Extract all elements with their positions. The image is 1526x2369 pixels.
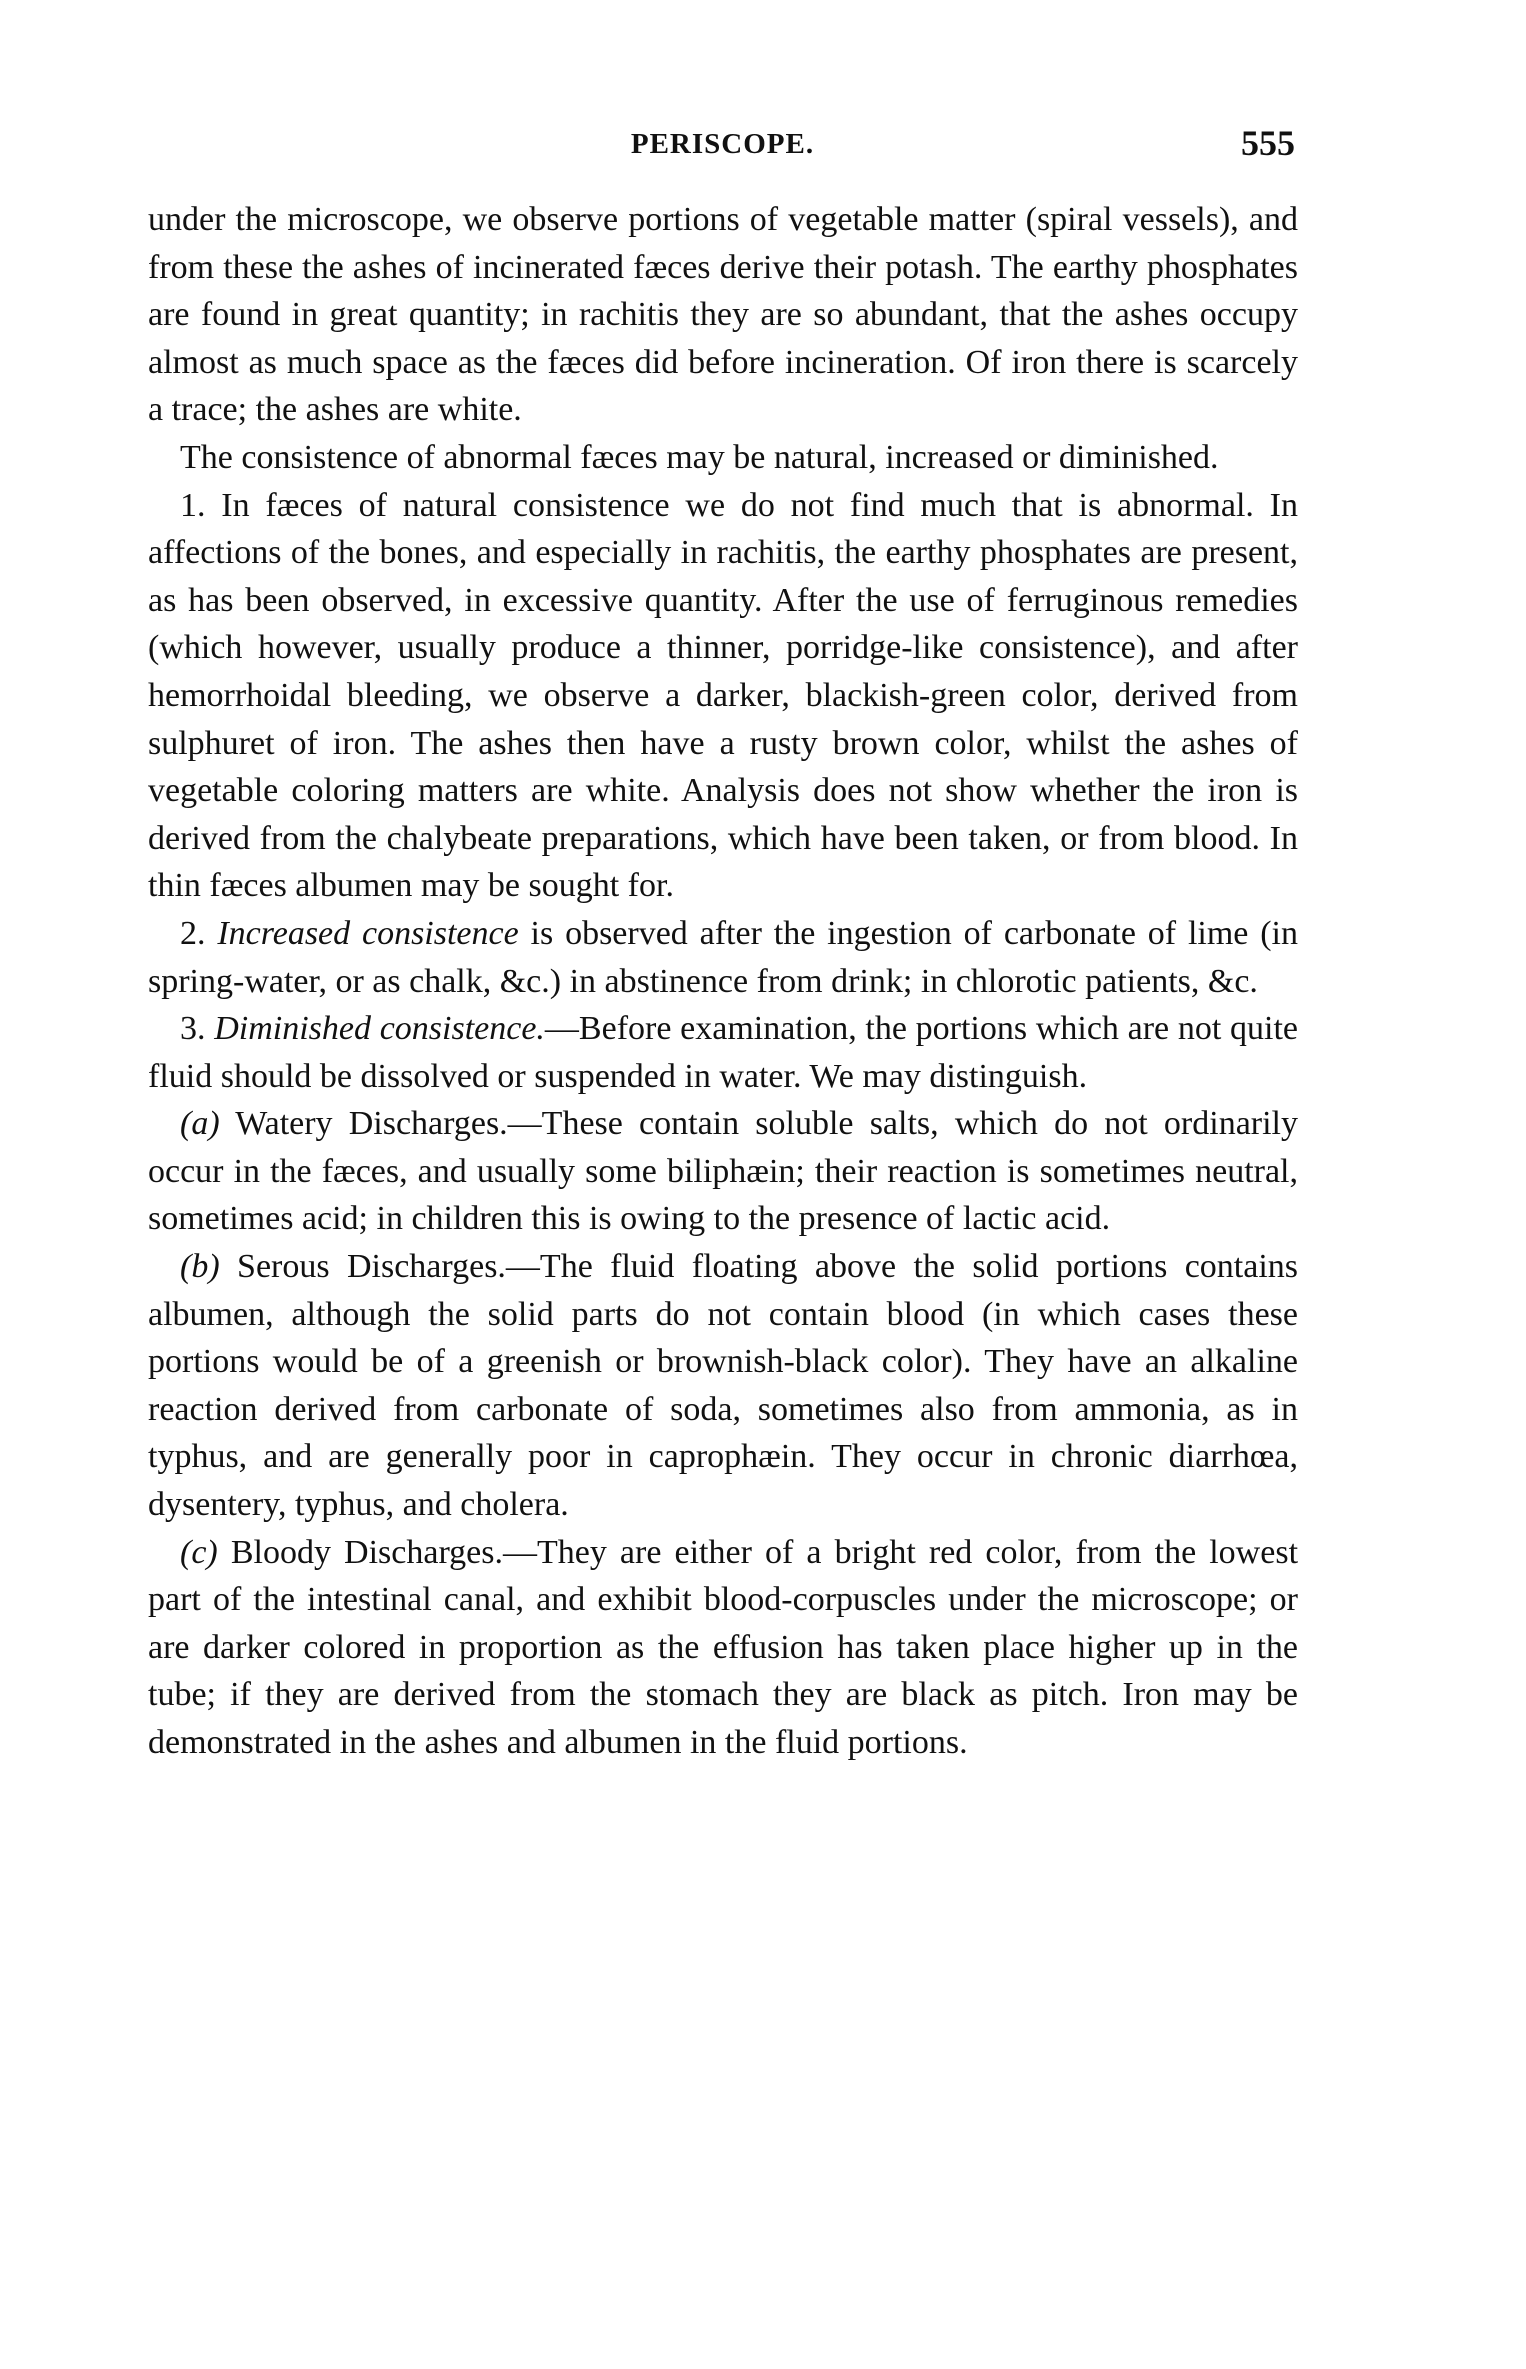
page-number: 555 (1241, 123, 1295, 163)
paragraph-letter: (a) (180, 1105, 220, 1143)
paragraph-number: 1. (180, 486, 206, 524)
running-title: PERISCOPE. (630, 128, 815, 160)
paragraph-heading: Diminished consistence. (214, 1010, 545, 1048)
paragraph-text: under the microscope, we observe portions of vegetable matter (spiral vessels), and from these the ashes of incinerated fæces derive their potash. The earthy phosphates are found in great quantity; in rachitis they are so abundant, that the ashes occupy almost as much space as the fæces did before incineration. Of iron there is scarcely a trace; the ashes are white. (148, 201, 1298, 429)
paragraph-letter: (c) (180, 1533, 218, 1571)
body-text (148, 196, 1298, 1767)
paragraph-continued (148, 196, 1298, 434)
paragraph-text: In fæces of natural consistence we do not find much that is abnormal. In affections of the bones, and especially in rachitis, the earthy phosphates are present, as has been observed, in excessive quantity. After the use of ferruginous remedies (which however, usually produce a thinner, porridge-like consistence), and after hemorrhoidal bleeding, we observe a darker, blackish-green color, derived from sulphuret of iron. The ashes then have a rusty brown color, whilst the ashes of vegetable coloring matters are white. Analysis does not show whether the iron is derived from the chalybeate preparations, which have been taken, or from blood. In thin fæces albumen may be sought for. (148, 486, 1299, 905)
paragraph-number: 2. (180, 914, 206, 952)
paragraph-increased-consistence (148, 910, 1298, 1005)
paragraph-text: Bloody Discharges.—They are either of a bright red color, from the lowest part of the intestinal canal, and exhibit blood-corpuscles under the microscope; or are darker colored in proportion as the effusion has taken place higher up in the tube; if they are derived from the stomach they are black as pitch. Iron may be demonstrated in the ashes and albumen in the fluid portions. (148, 1533, 1299, 1761)
paragraph-watery-discharges (148, 1100, 1298, 1243)
paragraph-letter: (b) (180, 1248, 220, 1286)
paragraph-diminished-consistence (148, 1005, 1298, 1100)
paragraph-bloody-discharges (148, 1529, 1298, 1767)
paragraph-number: 3. (180, 1010, 206, 1048)
page-header (150, 118, 1295, 168)
paragraph-text: Watery Discharges.—These contain soluble salts, which do not ordinarily occur in the fæces, and usually some biliphæin; their reaction is sometimes neutral, sometimes acid; in children this is owing to the presence of lactic acid. (148, 1105, 1298, 1238)
paragraph-natural-consistence (148, 482, 1298, 910)
paragraph-heading: Increased consistence (217, 914, 519, 952)
paragraph-text: Serous Discharges.—The fluid floating above the solid portions contains albumen, although the solid parts do not contain blood (in which cases these portions would be of a greenish or brownish-black color). They have an alkaline reaction derived from carbonate of soda, sometimes also from ammonia, as in typhus, and are generally poor in caprophæin. They occur in chronic diarrhœa, dysentery, typhus, and cholera. (148, 1248, 1299, 1524)
paragraph-text: is observed after the ingestion of carbonate of lime (in spring-water, or as chalk, &c.) in abstinence from drink; in chlorotic patients, &c. (148, 914, 1298, 1000)
paragraph-serous-discharges (148, 1243, 1298, 1529)
paragraph-text: The consistence of abnormal fæces may be natural, increased or diminished. (180, 438, 1219, 476)
paragraph-consistence-intro (148, 434, 1298, 482)
paragraph-text: —Before examination, the portions which are not quite fluid should be dissolved or suspended in water. We may distinguish. (148, 1010, 1298, 1095)
